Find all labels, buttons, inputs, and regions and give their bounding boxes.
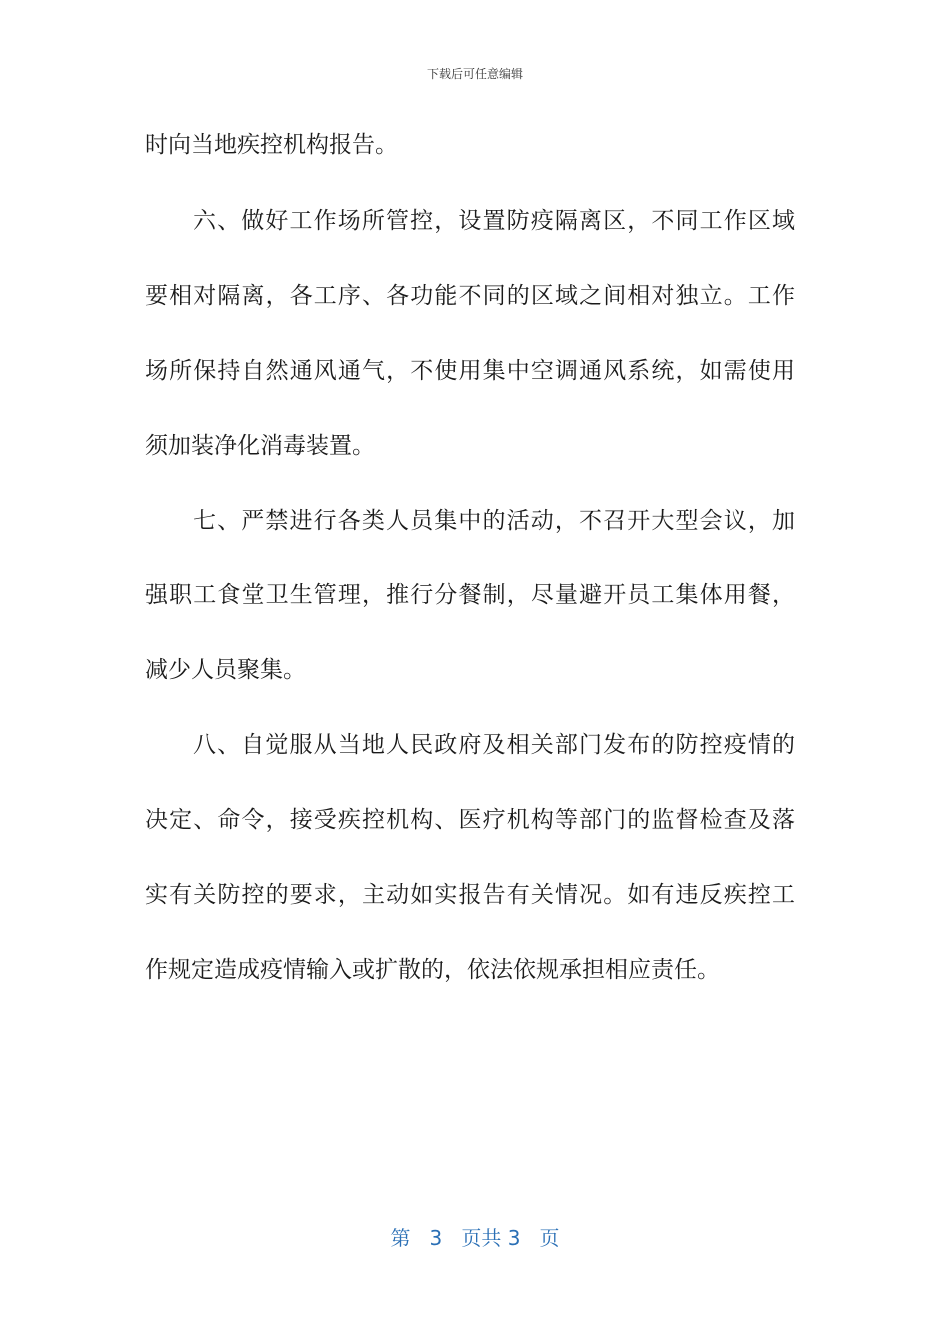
body-line: 作规定造成疫情输入或扩散的，依法依规承担相应责任。: [145, 957, 720, 983]
page-header-note: 下载后可任意编辑: [426, 67, 523, 81]
footer-mid: 页共: [461, 1226, 502, 1250]
body-line: 八、自觉服从当地人民政府及相关部门发布的防控疫情的: [193, 732, 795, 758]
body-line: 决定、命令，接受疾控机构、医疗机构等部门的监督检查及落: [145, 807, 795, 833]
body-line: 须加装净化消毒装置。: [145, 433, 375, 459]
body-line: 强职工食堂卫生管理，推行分餐制，尽量避开员工集体用餐，: [145, 582, 795, 608]
body-line: 时向当地疾控机构报告。: [145, 132, 398, 158]
body-line: 实有关防控的要求，主动如实报告有关情况。如有违反疾控工: [145, 882, 795, 908]
body-line: 七、严禁进行各类人员集中的活动，不召开大型会议，加: [193, 508, 795, 534]
footer-prefix: 第: [390, 1226, 411, 1250]
total-pages-number: 3: [507, 1226, 521, 1250]
body-line: 要相对隔离，各工序、各功能不同的区域之间相对独立。工作: [145, 283, 795, 309]
body-line: 六、做好工作场所管控，设置防疫隔离区，不同工作区域: [193, 208, 795, 234]
body-line: 减少人员聚集。: [145, 657, 306, 683]
body-line: 场所保持自然通风通气，不使用集中空调通风系统，如需使用: [145, 358, 795, 384]
current-page-number: 3: [429, 1226, 443, 1250]
footer-suffix: 页: [539, 1226, 560, 1250]
page-number-footer: [0, 1224, 950, 1252]
